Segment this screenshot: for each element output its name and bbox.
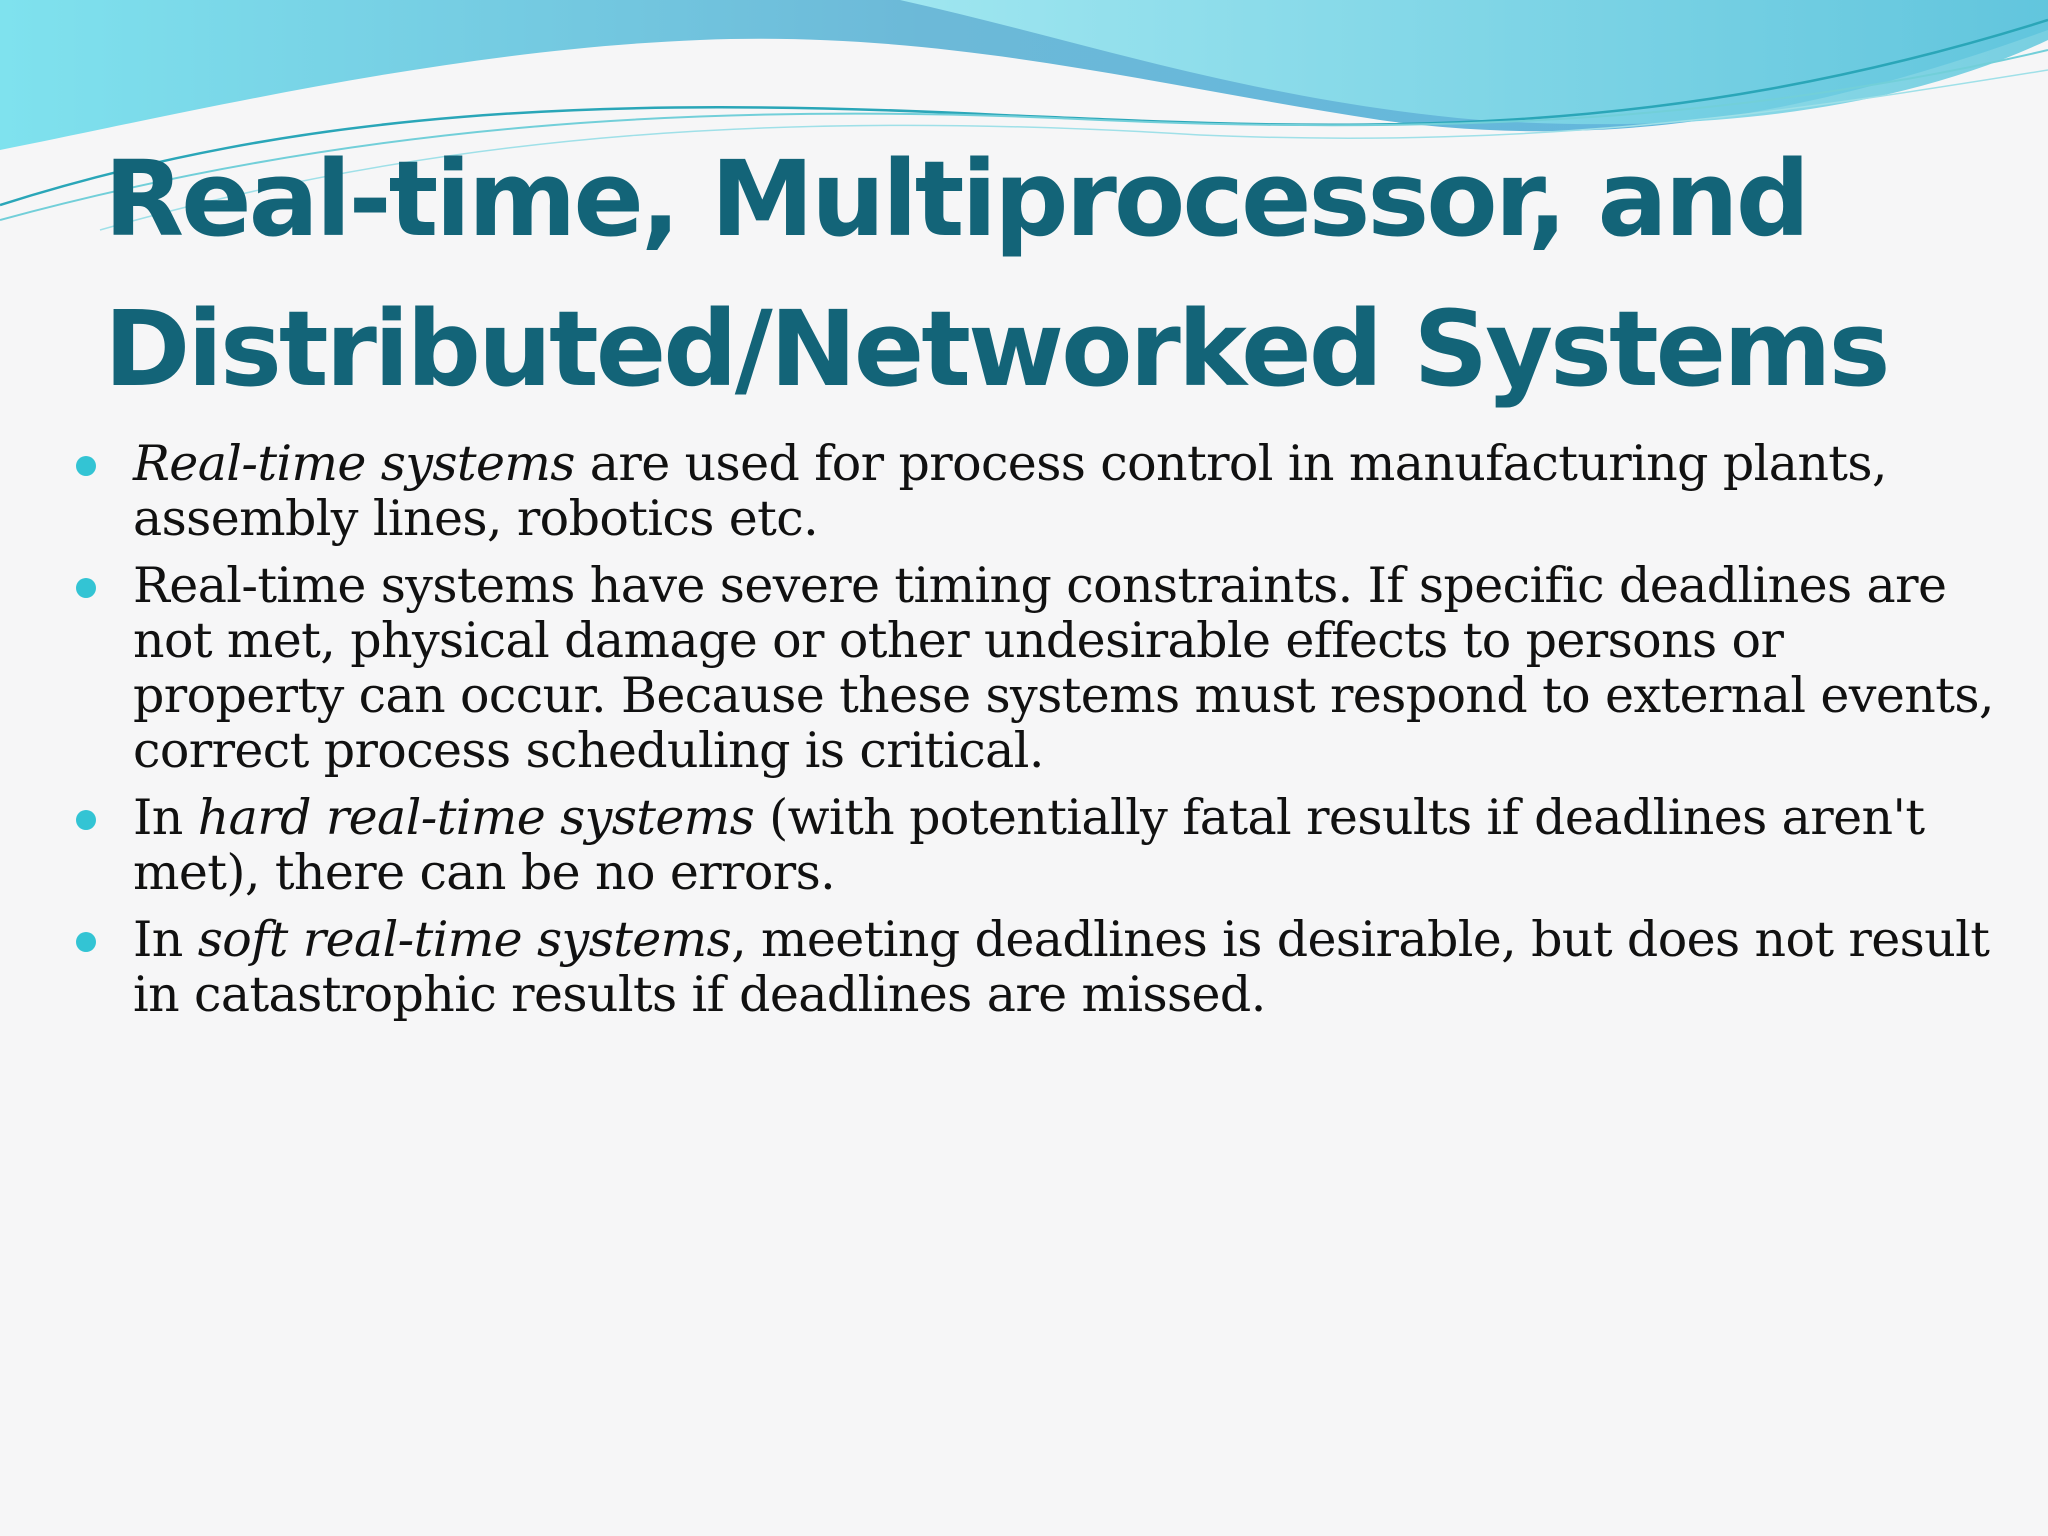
bullet-item-1 [0, 436, 2000, 546]
round-bullet-icon [76, 810, 96, 830]
round-bullet-icon [76, 578, 96, 598]
bullet-item-2 [0, 558, 2000, 778]
title-line-1: Real-time, Multiprocessor, and [104, 138, 1808, 260]
bullet-4-suffix: , meeting deadlines is desirable, but does not result in catastrophic results if deadlines are missed. [133, 911, 1990, 1023]
bullet-3-prefix: In [133, 789, 198, 846]
bullet-item-3 [0, 790, 2000, 900]
bullet-list [0, 436, 2000, 1034]
bullet-item-4 [0, 912, 2000, 1022]
bullet-3-suffix: (with potentially fatal results if deadlines aren't met), there can be no errors. [133, 789, 1925, 901]
bullet-1-italic: Real-time systems [133, 435, 575, 492]
round-bullet-icon [76, 932, 96, 952]
slide-title [104, 124, 2004, 424]
bullet-1-text: are used for process control in manufacturing plants, assembly lines, robotics etc. [133, 435, 1887, 547]
bullet-4-prefix: In [133, 911, 198, 968]
bullet-2-text: Real-time systems have severe timing constraints. If specific deadlines are not met, physical damage or other undesirable effects to persons or property can occur. Because these systems must respond to external events, correct process scheduling is critical. [133, 557, 1994, 779]
title-line-2: Distributed/Networked Systems [104, 288, 1888, 410]
bullet-4-italic: soft real-time systems [197, 911, 732, 968]
bullet-3-italic: hard real-time systems [197, 789, 755, 846]
round-bullet-icon [76, 456, 96, 476]
